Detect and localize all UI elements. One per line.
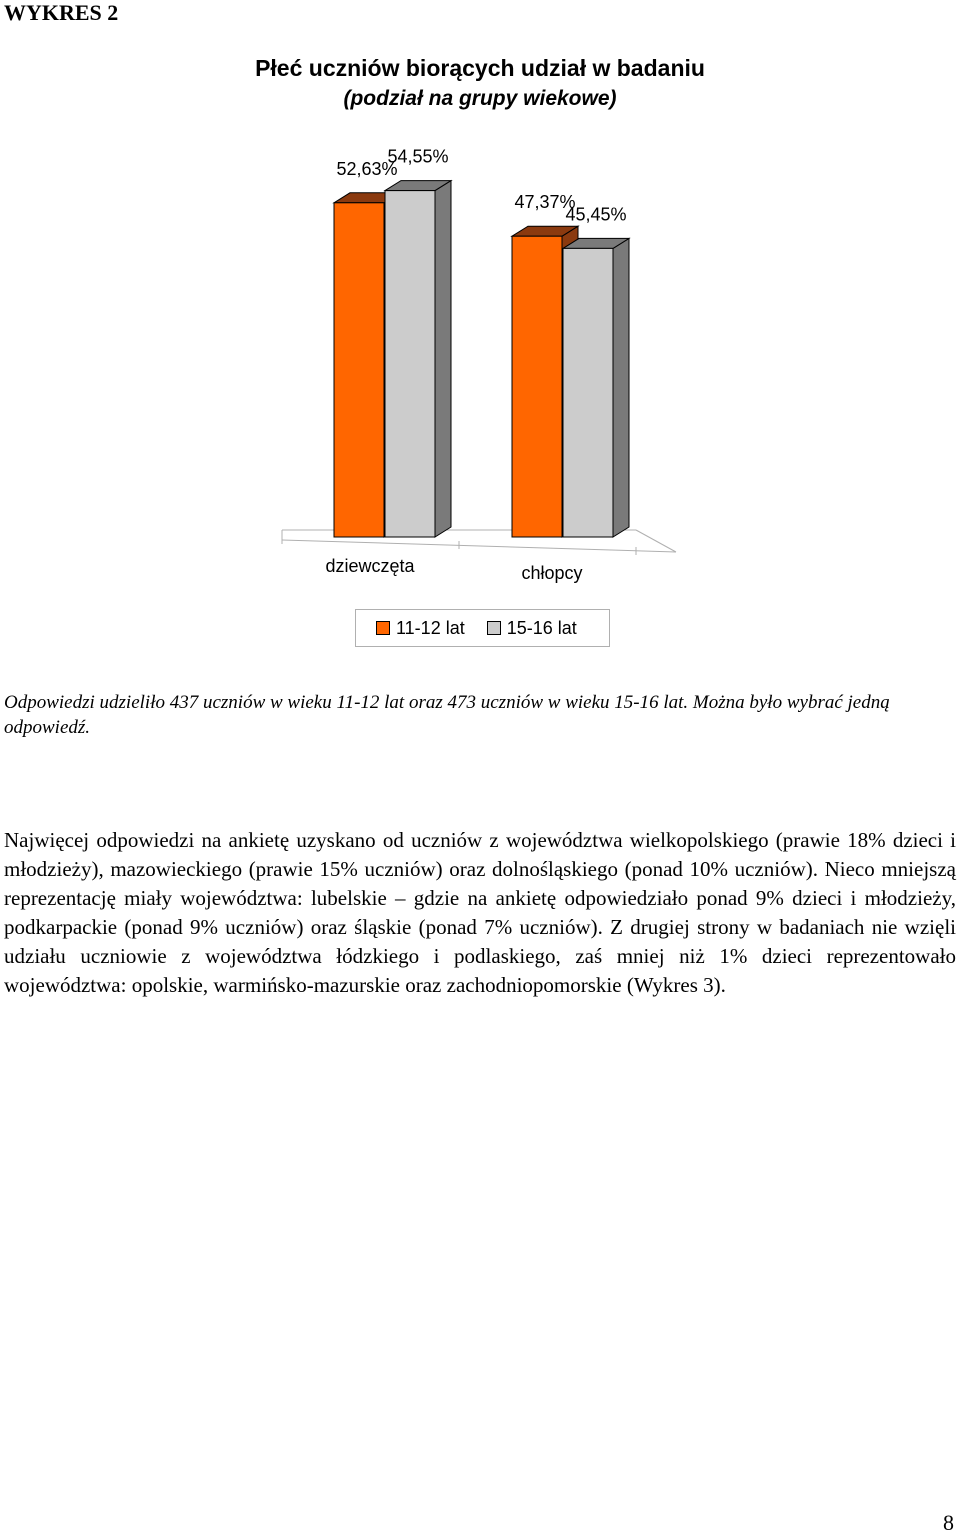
category-label: dziewczęta [325,556,415,576]
bar-side [435,181,451,537]
data-label: 47,37% [514,192,576,213]
bar-11-12-lat-chłopcy [512,236,562,537]
chart-note: Odpowiedzi udzieliło 437 uczniów w wieku 11-12 lat oraz 473 uczniów w wieku 15-16 lat. Można było wybrać jedną odpowiedź. [4,692,890,738]
bar-15-16-lat-dziewczęta [385,191,435,537]
chart-floor-front [282,540,676,552]
chart-floor-right [636,530,676,552]
data-label: 52,63% [336,158,398,179]
bar-15-16-lat-chłopcy [563,248,613,537]
legend-label: 15-16 lat [506,617,577,638]
data-label: 45,45% [565,204,627,225]
chart-subtitle: (podział na grupy wiekowe) [343,87,617,110]
category-label: chłopcy [521,563,583,583]
legend-swatch [376,621,390,635]
data-label: 54,55% [387,146,449,167]
legend-item-11-12 [376,618,465,639]
legend-label: 11-12 lat [396,617,465,638]
chart-title: Płeć uczniów biorących udział w badaniu [255,55,705,81]
bar-chart [0,0,960,600]
chart-legend [355,609,610,647]
legend-swatch [487,621,501,635]
body-paragraph: Najwięcej odpowiedzi na ankietę uzyskano od uczniów z województwa wielkopolskiego (prawie 18% dzieci i młodzieży), mazowieckiego (prawie 15% uczniów) oraz dolnośląskiego (ponad 10% uczniów). Nieco mniejszą reprezentację miały województwa: lubelskie – gdzie na ankietę odpowiedziało ponad 9% dzieci i młodzieży, podkarpackie (ponad 9% uczniów) oraz śląskie (ponad 7% uczniów). Z drugiej strony w badaniach nie wzięli udziału uczniowie z województwa łódzkiego i podlaskiego, zaś mniej niż 1% dzieci reprezentowało województwa: opolskie, warmińsko-mazurskie oraz zachodniopomorskie (Wykres 3). [4,828,956,997]
chart-heading: WYKRES 2 [4,0,119,25]
page-number: 8 [943,1510,954,1535]
bar-11-12-lat-dziewczęta [334,203,384,537]
legend-item-15-16 [487,618,577,639]
bar-side [613,238,629,537]
